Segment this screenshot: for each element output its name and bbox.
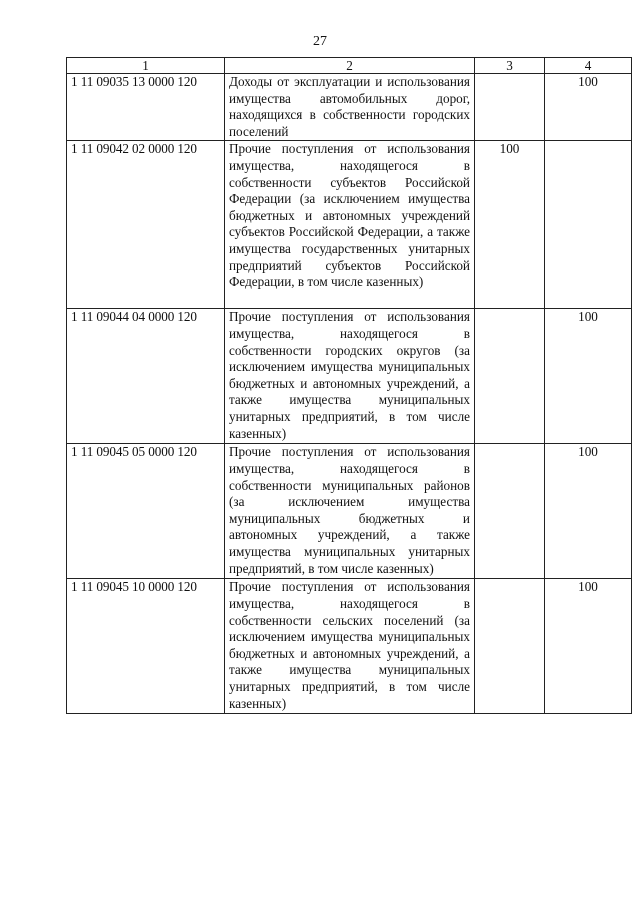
budget-code-cell: 1 11 09044 04 0000 120 [67,309,225,444]
table-row [67,444,632,579]
column-3-value-cell [475,579,545,714]
column-header-2: 2 [225,58,475,74]
description-cell: Прочие поступления от использования имущества, находящегося в собственности городских округов (за исключением имущества муниципальных бюджетных и автономных учреждений, а также имущества муниципальных унитарных предприятий, в том числе казенных) [225,309,475,444]
column-4-value-cell: 100 [545,74,632,141]
page-number: 27 [313,34,327,49]
column-4-value-cell [545,141,632,309]
column-3-value-cell [475,444,545,579]
budget-table [66,57,632,714]
column-4-value-cell: 100 [545,579,632,714]
table-row [67,74,632,141]
description-cell: Прочие поступления от использования имущества, находящегося в собственности субъектов Российской Федерации (за исключением имущества бюджетных и автономных учреждений субъектов Российской Федерации, а также имущества государственных унитарных предприятий субъектов Российской Федерации, в том числе казенных) [225,141,475,309]
column-4-value-cell: 100 [545,444,632,579]
column-4-value-cell: 100 [545,309,632,444]
column-header-4: 4 [545,58,632,74]
budget-code-cell: 1 11 09045 05 0000 120 [67,444,225,579]
budget-code-cell: 1 11 09042 02 0000 120 [67,141,225,309]
description-cell: Прочие поступления от использования имущества, находящегося в собственности муниципальных районов (за исключением имущества муниципальных бюджетных и автономных учреждений, а также имущества муниципальных унитарных предприятий, в том числе казенных) [225,444,475,579]
budget-code-cell: 1 11 09035 13 0000 120 [67,74,225,141]
description-cell: Доходы от эксплуатации и использования имущества автомобильных дорог, находящихся в собственности городских поселений [225,74,475,141]
table-header-row [67,58,632,74]
column-3-value-cell [475,309,545,444]
table-row [67,579,632,714]
table-row [67,141,632,309]
column-3-value-cell: 100 [475,141,545,309]
column-header-3: 3 [475,58,545,74]
table-row [67,309,632,444]
column-header-1: 1 [67,58,225,74]
budget-code-cell: 1 11 09045 10 0000 120 [67,579,225,714]
column-3-value-cell [475,74,545,141]
description-cell: Прочие поступления от использования имущества, находящегося в собственности сельских поселений (за исключением имущества муниципальных бюджетных и автономных учреждений, а также имущества муниципальных унитарных предприятий, в том числе казенных) [225,579,475,714]
